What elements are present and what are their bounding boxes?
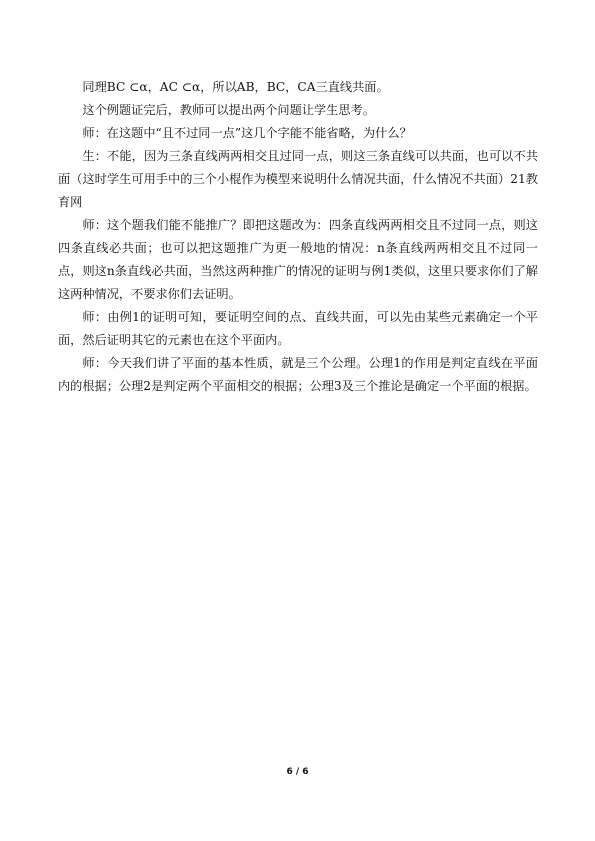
- page-number: 6 / 6: [286, 767, 309, 777]
- paragraph-7: 师：今天我们讲了平面的基本性质，就是三个公理。公理1的作用是判定直线在平面内的根据；公理2是判定两个平面相交的根据；公理3及三个推论是确定一个平面的根据。: [58, 356, 538, 393]
- paragraph-1: 同理BC ⊂α，AC ⊂α，所以AB，BC，CA三直线共面。: [82, 80, 389, 94]
- paragraph-3: 师：在这题中“且不过同一点”这几个字能不能省略，为什么？: [82, 126, 412, 140]
- paragraph-5: 师：这个题我们能不能推广？即把这题改为：四条直线两两相交且不过同一点，则这四条直线必共面；也可以把这题推广为更一般地的情况：n条直线两两相交且不过同一点，则这n条直线必共面，当然这两种推广的情况的证明与例1类似，这里只要求你们了解这两种情况，不要求你们去证明。: [58, 218, 538, 301]
- paragraph-4: 生：不能，因为三条直线两两相交且过同一点，则这三条直线可以共面，也可以不共面（这时学生可用手中的三个小棍作为模型来说明什么情况共面，什么情况不共面）21教育网: [58, 149, 538, 209]
- paragraph-2: 这个例题证完后，教师可以提出两个问题让学生思考。: [82, 103, 375, 117]
- document-body: [58, 76, 538, 398]
- paragraph-6: 师：由例1的证明可知，要证明空间的点、直线共面，可以先由某些元素确定一个平面，然后证明其它的元素也在这个平面内。: [58, 310, 538, 347]
